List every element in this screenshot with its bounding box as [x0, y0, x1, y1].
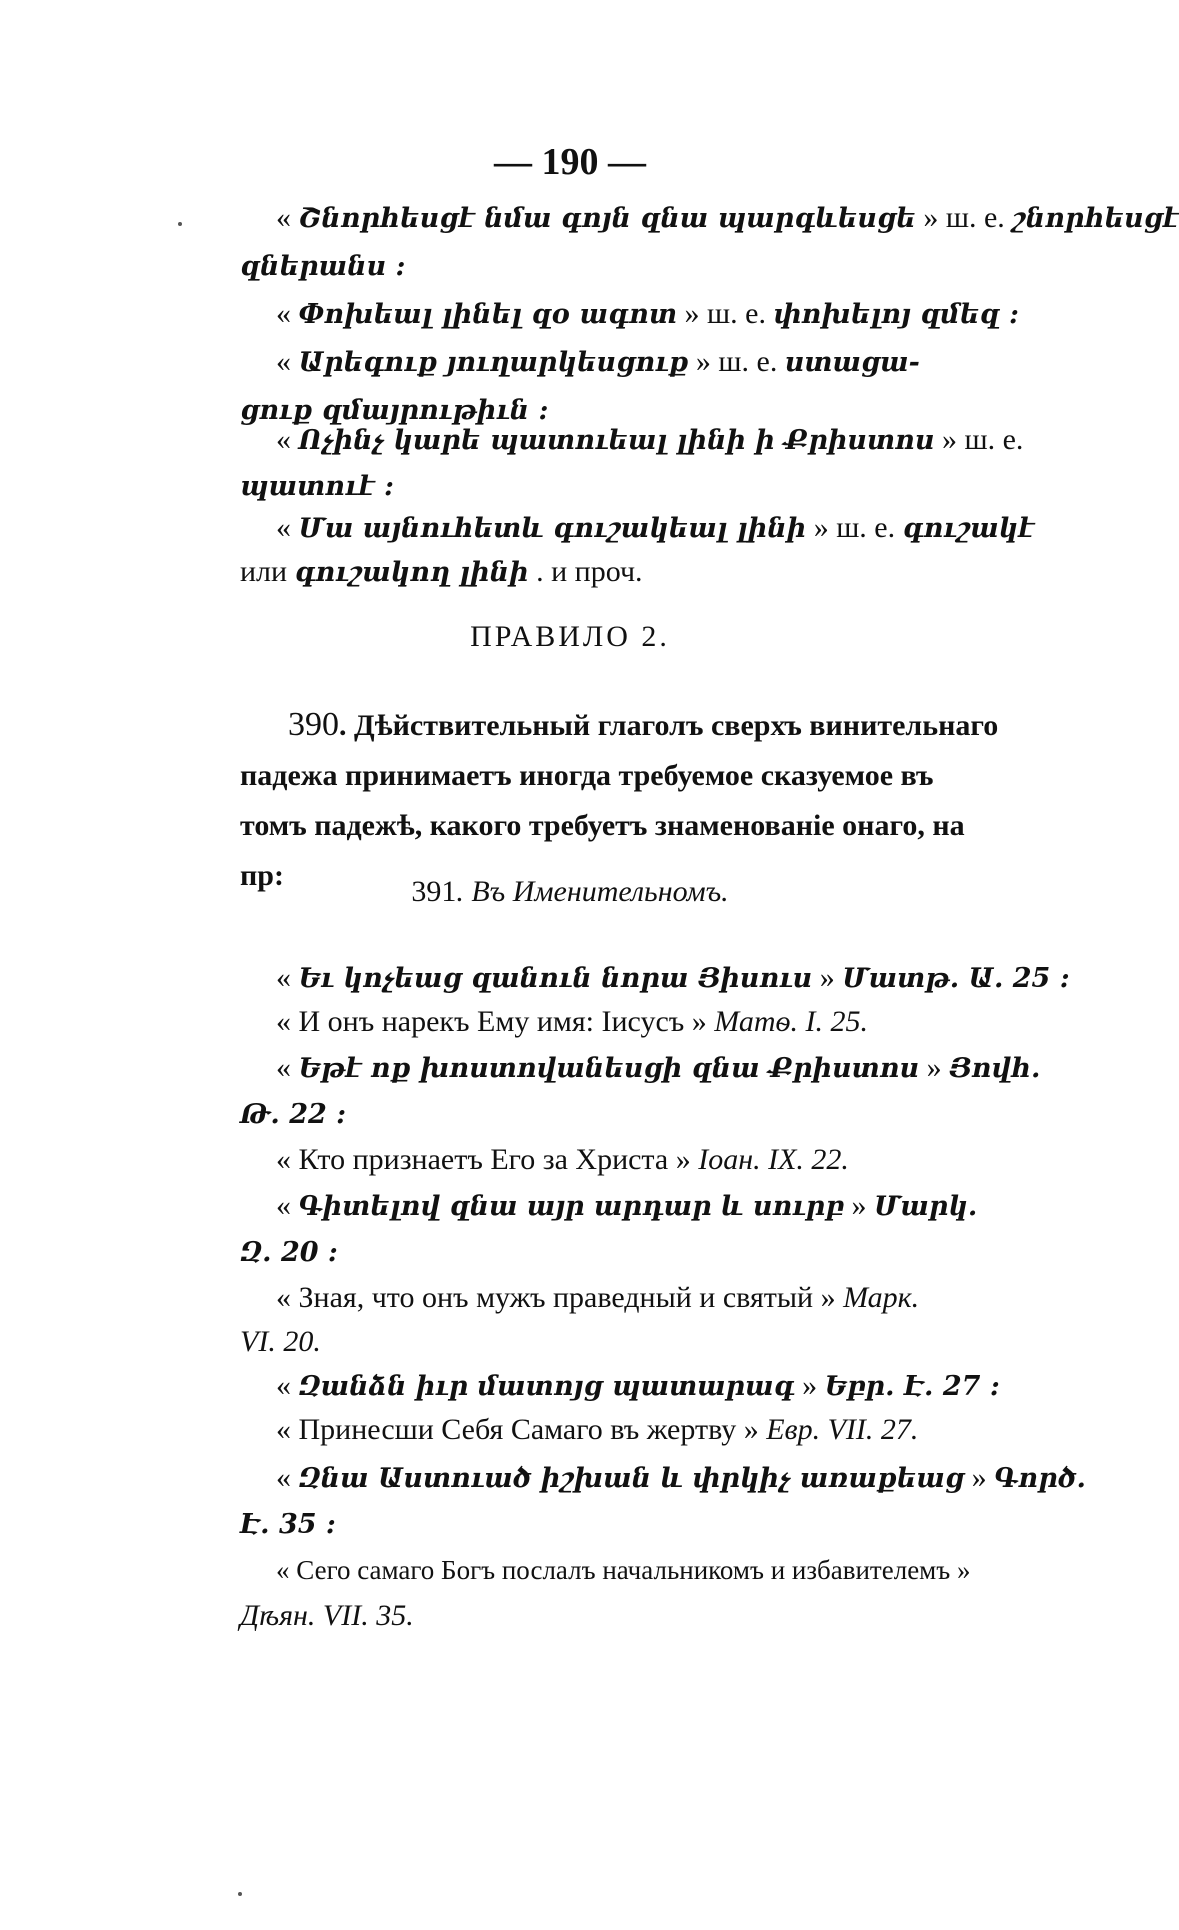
rule-paragraph [240, 700, 1000, 901]
print-speck [238, 1892, 242, 1896]
example-line: ցուք զմայրութիւն : [240, 395, 549, 426]
example-line: VI. 20. [240, 1325, 321, 1358]
example-line: « Փոխեալ լինել զօ ագոտ » ш. е. փոխելոյ զմեզ : [276, 297, 1019, 330]
example-line: « Ոչինչ կարե պատուեալ լինի ի Քրիստոս » ш. е. [276, 423, 1024, 456]
example-line: Дѣян. VII. 35. [240, 1599, 414, 1632]
paragraph-text: . Дѣйствительный глаголъ сверхъ винительнаго падежа принимаетъ иногда требуемое сказуемое въ томъ падежѣ, какого требуетъ знаменованіе онаго, на пр: [240, 709, 999, 892]
example-line: « Кто признаетъ Его за Христа » Іоан. IX. 22. [276, 1143, 849, 1176]
example-line: զներանս : [240, 251, 406, 282]
example-line: « Принесши Себя Самаго въ жертву » Евр. VII. 27. [276, 1413, 919, 1446]
example-line: « И онъ нарекъ Ему имя: Іисусъ » Матѳ. I. 25. [276, 1005, 869, 1038]
paragraph-number: 390 [288, 706, 339, 743]
example-line: Զ. 20 : [240, 1237, 338, 1268]
example-line: « Արեգուք յուղարկեսցուք » ш. е. ստացա- [276, 345, 920, 378]
example-line: « Եթէ ոք խոստովանեսցի զնա Քրիստոս » Յովհ. [276, 1051, 1041, 1084]
example-line: պատուէ : [240, 471, 394, 502]
example-line: « Сего самаго Богъ послалъ начальникомъ и избавителемъ » [276, 1555, 971, 1585]
example-line: « Եւ կոչեաց զանուն նորա Յիսուս » Մատթ. Ա. 25 : [276, 961, 1070, 994]
print-speck [178, 222, 182, 226]
example-line: « Գիտելով զնա այր արդար և սուրբ » Մարկ. [276, 1189, 978, 1222]
example-line: Թ. 22 : [240, 1099, 347, 1130]
example-line: « Зная, что онъ мужъ праведный и святый » Марк. [276, 1281, 920, 1314]
section-subheading: 391. Въ Именительномъ. [411, 875, 729, 908]
example-line: « Շնորհեսցէ նմա գոյն զնա պարգևեսցե » ш. е. շնորհեսցէ [276, 201, 1179, 234]
example-line: « Զանձն իւր մատոյց պատարագ » Եբր. Է. 27 : [276, 1369, 1000, 1402]
example-line: « Մա այնուհետև գուշակեալ լինի » ш. е. գուշակէ [276, 511, 1035, 544]
example-line: « Զնա Աստուած իշխան և փրկիչ առաքեաց » Գործ. [276, 1461, 1086, 1494]
example-line: или գուշակող լինի . и проч. [240, 555, 643, 588]
example-line: Է. 35 : [240, 1509, 336, 1540]
page-number: — 190 — [494, 141, 646, 183]
rule-heading: ПРАВИЛО 2. [470, 620, 670, 653]
